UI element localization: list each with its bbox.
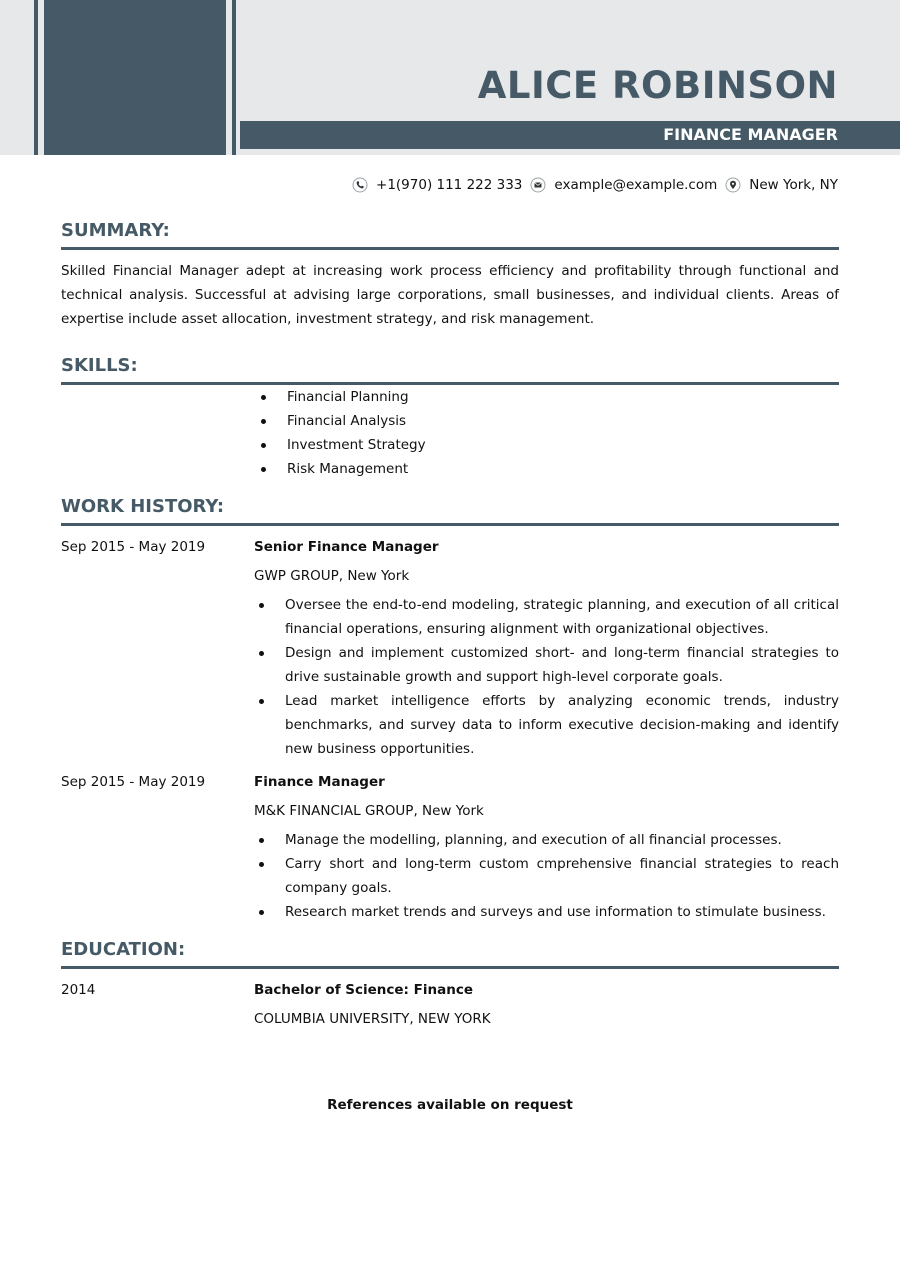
education-degree: Bachelor of Science: Finance [254,982,473,998]
education-school: COLUMBIA UNIVERSITY, NEW YORK [254,1011,491,1027]
map-pin-icon [725,177,741,193]
job-employer: M&K FINANCIAL GROUP, New York [254,803,484,819]
phone-icon [352,177,368,193]
contact-phone [352,177,522,193]
envelope-icon [530,177,546,193]
skill-item: Risk Management [256,457,839,481]
job-duty: Manage the modelling, planning, and execution of all financial processes. [254,828,839,852]
summary-heading: SUMMARY: [61,220,170,241]
location-text: New York, NY [749,177,838,193]
candidate-name [478,62,838,110]
job-employer: GWP GROUP, New York [254,568,410,584]
work-history-divider [61,523,839,526]
phone-number: +1(970) 111 222 333 [376,177,523,193]
contact-location [725,177,838,193]
references-note: References available on request [327,1097,573,1113]
work-history-heading: WORK HISTORY: [61,496,225,517]
skill-item: Financial Analysis [256,409,839,433]
header-accent-block [44,0,226,155]
job-duties [254,828,839,924]
first-name: ALICE [477,64,599,107]
job-role: Finance Manager [254,774,385,790]
job-duty: Design and implement customized short- and long-term financial strategies to drive sustainable growth and support high-level corporate goals. [254,641,839,689]
skill-item: Investment Strategy [256,433,839,457]
skill-item: Financial Planning [256,385,839,409]
education-year: 2014 [61,982,96,998]
job-duty: Oversee the end-to-end modeling, strategic planning, and execution of all critical financial operations, ensuring alignment with organizational objectives. [254,593,839,641]
job-dates: Sep 2015 - May 2019 [61,774,206,790]
contact-info [352,174,838,196]
education-heading: EDUCATION: [61,939,186,960]
job-entry [254,535,839,761]
email-address: example@example.com [554,177,718,193]
job-duty: Research market trends and surveys and use information to stimulate business. [254,900,839,924]
header-accent-stripe-right [232,0,236,155]
skills-heading: SKILLS: [61,355,138,376]
job-title: FINANCE MANAGER [663,125,838,144]
job-role: Senior Finance Manager [254,539,439,555]
summary-text: Skilled Financial Manager adept at increasing work process efficiency and profitability through functional and technical analysis. Successful at advising large corporations, small businesses, and individual clients. Areas of expertise include asset allocation, investment strategy, and risk management. [61,263,839,327]
education-divider [61,966,839,969]
job-duty: Lead market intelligence efforts by analyzing economic trends, industry benchmarks, and survey data to inform executive decision-making and identify new business opportunities. [254,689,839,761]
header-accent-stripe-left [34,0,38,155]
contact-email [530,177,717,193]
education-entry [254,978,839,1031]
job-duty: Carry short and long-term custom cmprehensive financial strategies to reach company goals. [254,852,839,900]
job-duties [254,593,839,761]
summary-divider [61,247,839,250]
skills-list [256,385,839,481]
job-dates: Sep 2015 - May 2019 [61,539,206,555]
job-entry [254,770,839,924]
last-name: ROBINSON [612,64,838,107]
